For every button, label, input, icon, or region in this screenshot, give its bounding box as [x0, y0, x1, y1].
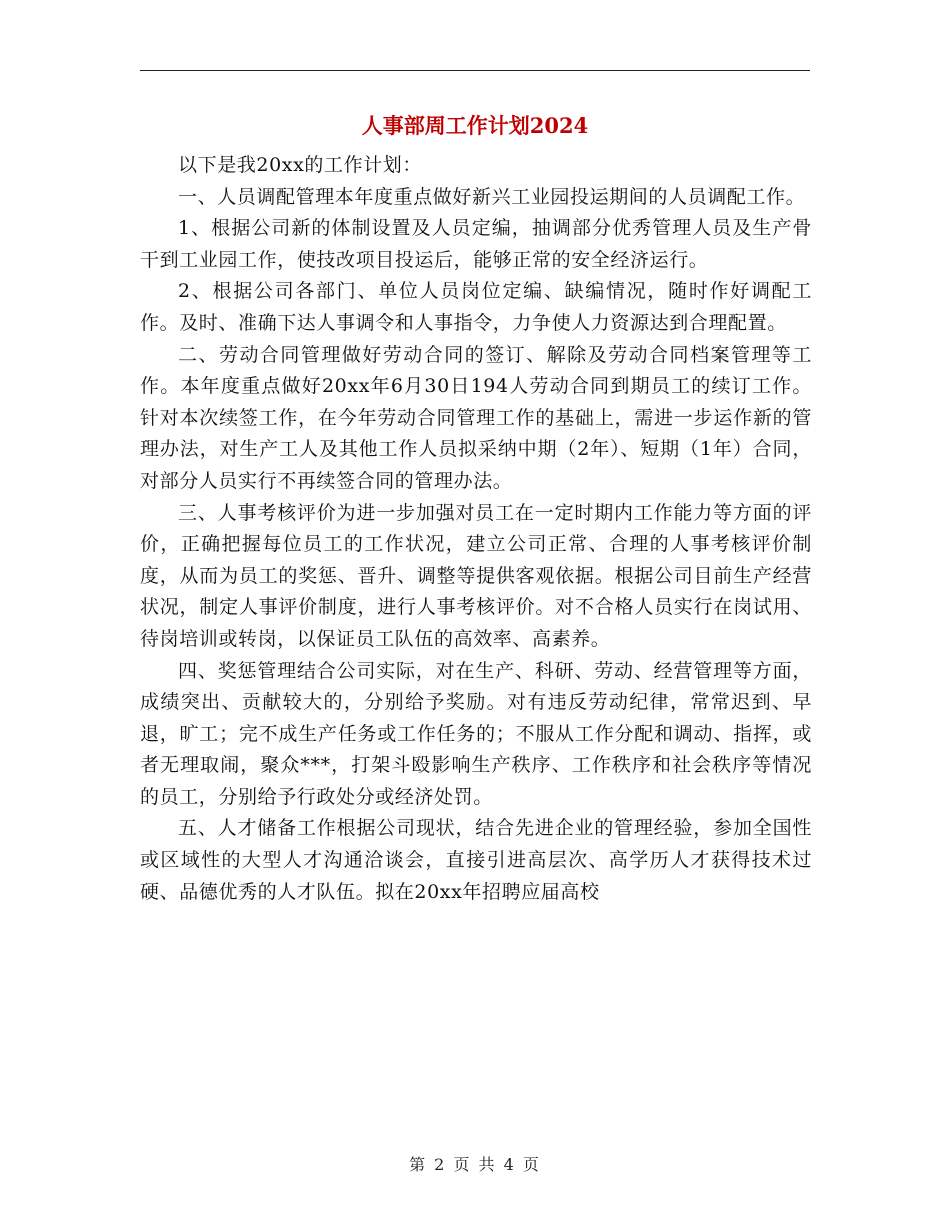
header-rule — [140, 70, 810, 71]
paragraph-intro: 以下是我20xx的工作计划： — [178, 154, 423, 176]
paragraph-item-2: 2、根据公司各部门、单位人员岗位定编、缺编情况，随时作好调配工作。及时、准确下达人事调令和人事指令，力争使人力资源达到合理配置。 — [140, 280, 812, 334]
page-number: 第 2 页 共 4 页 — [409, 1155, 541, 1174]
paragraph-item-1: 1、根据公司新的体制设置及人员定编，抽调部分优秀管理人员及生产骨干到工业园工作，使技改项目投运后，能够正常的安全经济运行。 — [140, 217, 812, 271]
document-title: 人事部周工作计划2024 — [361, 113, 589, 138]
paragraph-section-5: 五、人才储备工作根据公司现状，结合先进企业的管理经验，参加全国性或区域性的大型人才沟通洽谈会，直接引进高层次、高学历人才获得技术过硬、品德优秀的人才队伍。拟在20xx年招聘应届高校 — [140, 817, 812, 903]
paragraph-section-1: 一、人员调配管理本年度重点做好新兴工业园投运期间的人员调配工作。 — [178, 185, 806, 208]
paragraph-section-4: 四、奖惩管理结合公司实际，对在生产、科研、劳动、经营管理等方面，成绩突出、贡献较大的，分别给予奖励。对有违反劳动纪律，常常迟到、早退，旷工；完不成生产任务或工作任务的；不服从工作分配和调动、指挥，或者无理取闹，聚众***，打架斗殴影响生产秩序、工作秩序和社会秩序等情况的员工，分别给予行政处分或经济处罚。 — [140, 659, 812, 808]
paragraph-section-2: 二、劳动合同管理做好劳动合同的签订、解除及劳动合同档案管理等工作。本年度重点做好20xx年6月30日194人劳动合同到期员工的续订工作。针对本次续签工作，在今年劳动合同管理工作的基础上，需进一步运作新的管理办法，对生产工人及其他工作人员拟采纳中期（2年）、短期（1年）合同，对部分人员实行不再续签合同的管理办法。 — [140, 343, 812, 492]
paragraph-section-3: 三、人事考核评价为进一步加强对员工在一定时期内工作能力等方面的评价，正确把握每位员工的工作状况，建立公司正常、合理的人事考核评价制度，从而为员工的奖惩、晋升、调整等提供客观依据。根据公司目前生产经营状况，制定人事评价制度，进行人事考核评价。对不合格人员实行在岗试用、待岗培训或转岗，以保证员工队伍的高效率、高素养。 — [140, 501, 812, 650]
document-body — [140, 150, 812, 908]
